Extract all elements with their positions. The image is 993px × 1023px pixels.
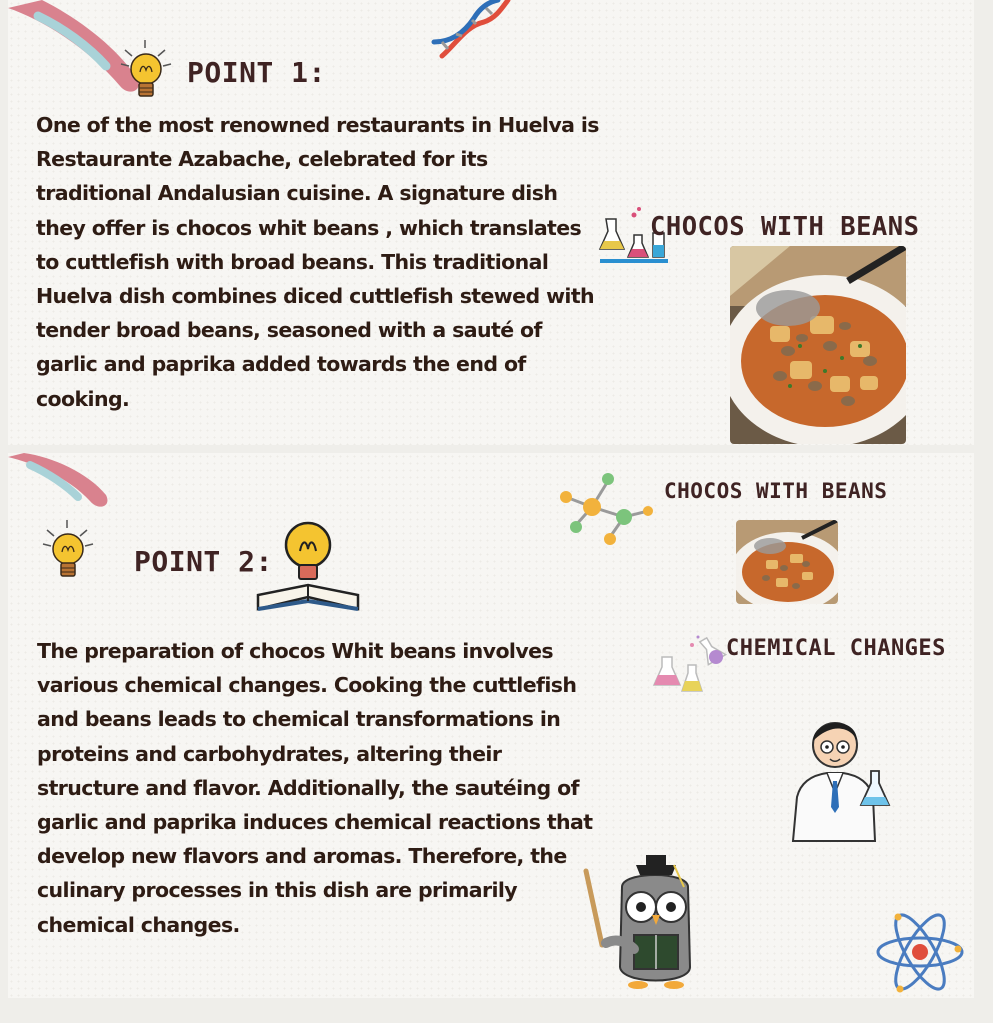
book-lightbulb-icon bbox=[254, 511, 362, 613]
lightbulb-icon bbox=[115, 38, 177, 108]
point-2-section bbox=[8, 453, 974, 998]
chocos-with-beans-thumbnail bbox=[736, 520, 838, 604]
molecule-icon bbox=[548, 467, 658, 547]
atom-icon bbox=[874, 909, 966, 995]
beakers-icon bbox=[652, 631, 730, 695]
point-2-title: POINT 2: bbox=[134, 545, 273, 578]
chemical-changes-label: CHEMICAL CHANGES bbox=[726, 636, 946, 661]
owl-teacher-icon bbox=[578, 851, 708, 998]
dna-icon bbox=[426, 0, 516, 62]
point-1-dish-label: CHOCOS WITH BEANS bbox=[650, 212, 920, 242]
scientist-icon bbox=[783, 701, 895, 843]
point-2-paragraph: The preparation of chocos Whit beans involves various chemical changes. Cooking the cuttlefish and beans leads to chemical transformations in proteins and carbohydrates, altering their structure and flavor. Additionally, the sautéing of garlic and paprika induces chemical reactions that develop new flavors and aromas. Therefore, the culinary processes in this dish are primarily chemical changes. bbox=[37, 639, 593, 937]
point-1-title: POINT 1: bbox=[187, 56, 326, 89]
point-1-section bbox=[8, 0, 974, 445]
point-2-dish-label: CHOCOS WITH BEANS bbox=[664, 479, 888, 503]
lightbulb-icon bbox=[37, 518, 99, 588]
chocos-with-beans-photo bbox=[730, 246, 906, 444]
point-1-paragraph: One of the most renowned restaurants in Huelva is Restaurante Azabache, celebrated for its traditional Andalusian cuisine. A signature dish they offer is chocos whit beans , which translates to cuttlefish with broad beans. This traditional Huelva dish combines diced cuttlefish stewed with tender broad beans, seasoned with a sauté of garlic and paprika added towards the end of cooking. bbox=[36, 113, 599, 411]
